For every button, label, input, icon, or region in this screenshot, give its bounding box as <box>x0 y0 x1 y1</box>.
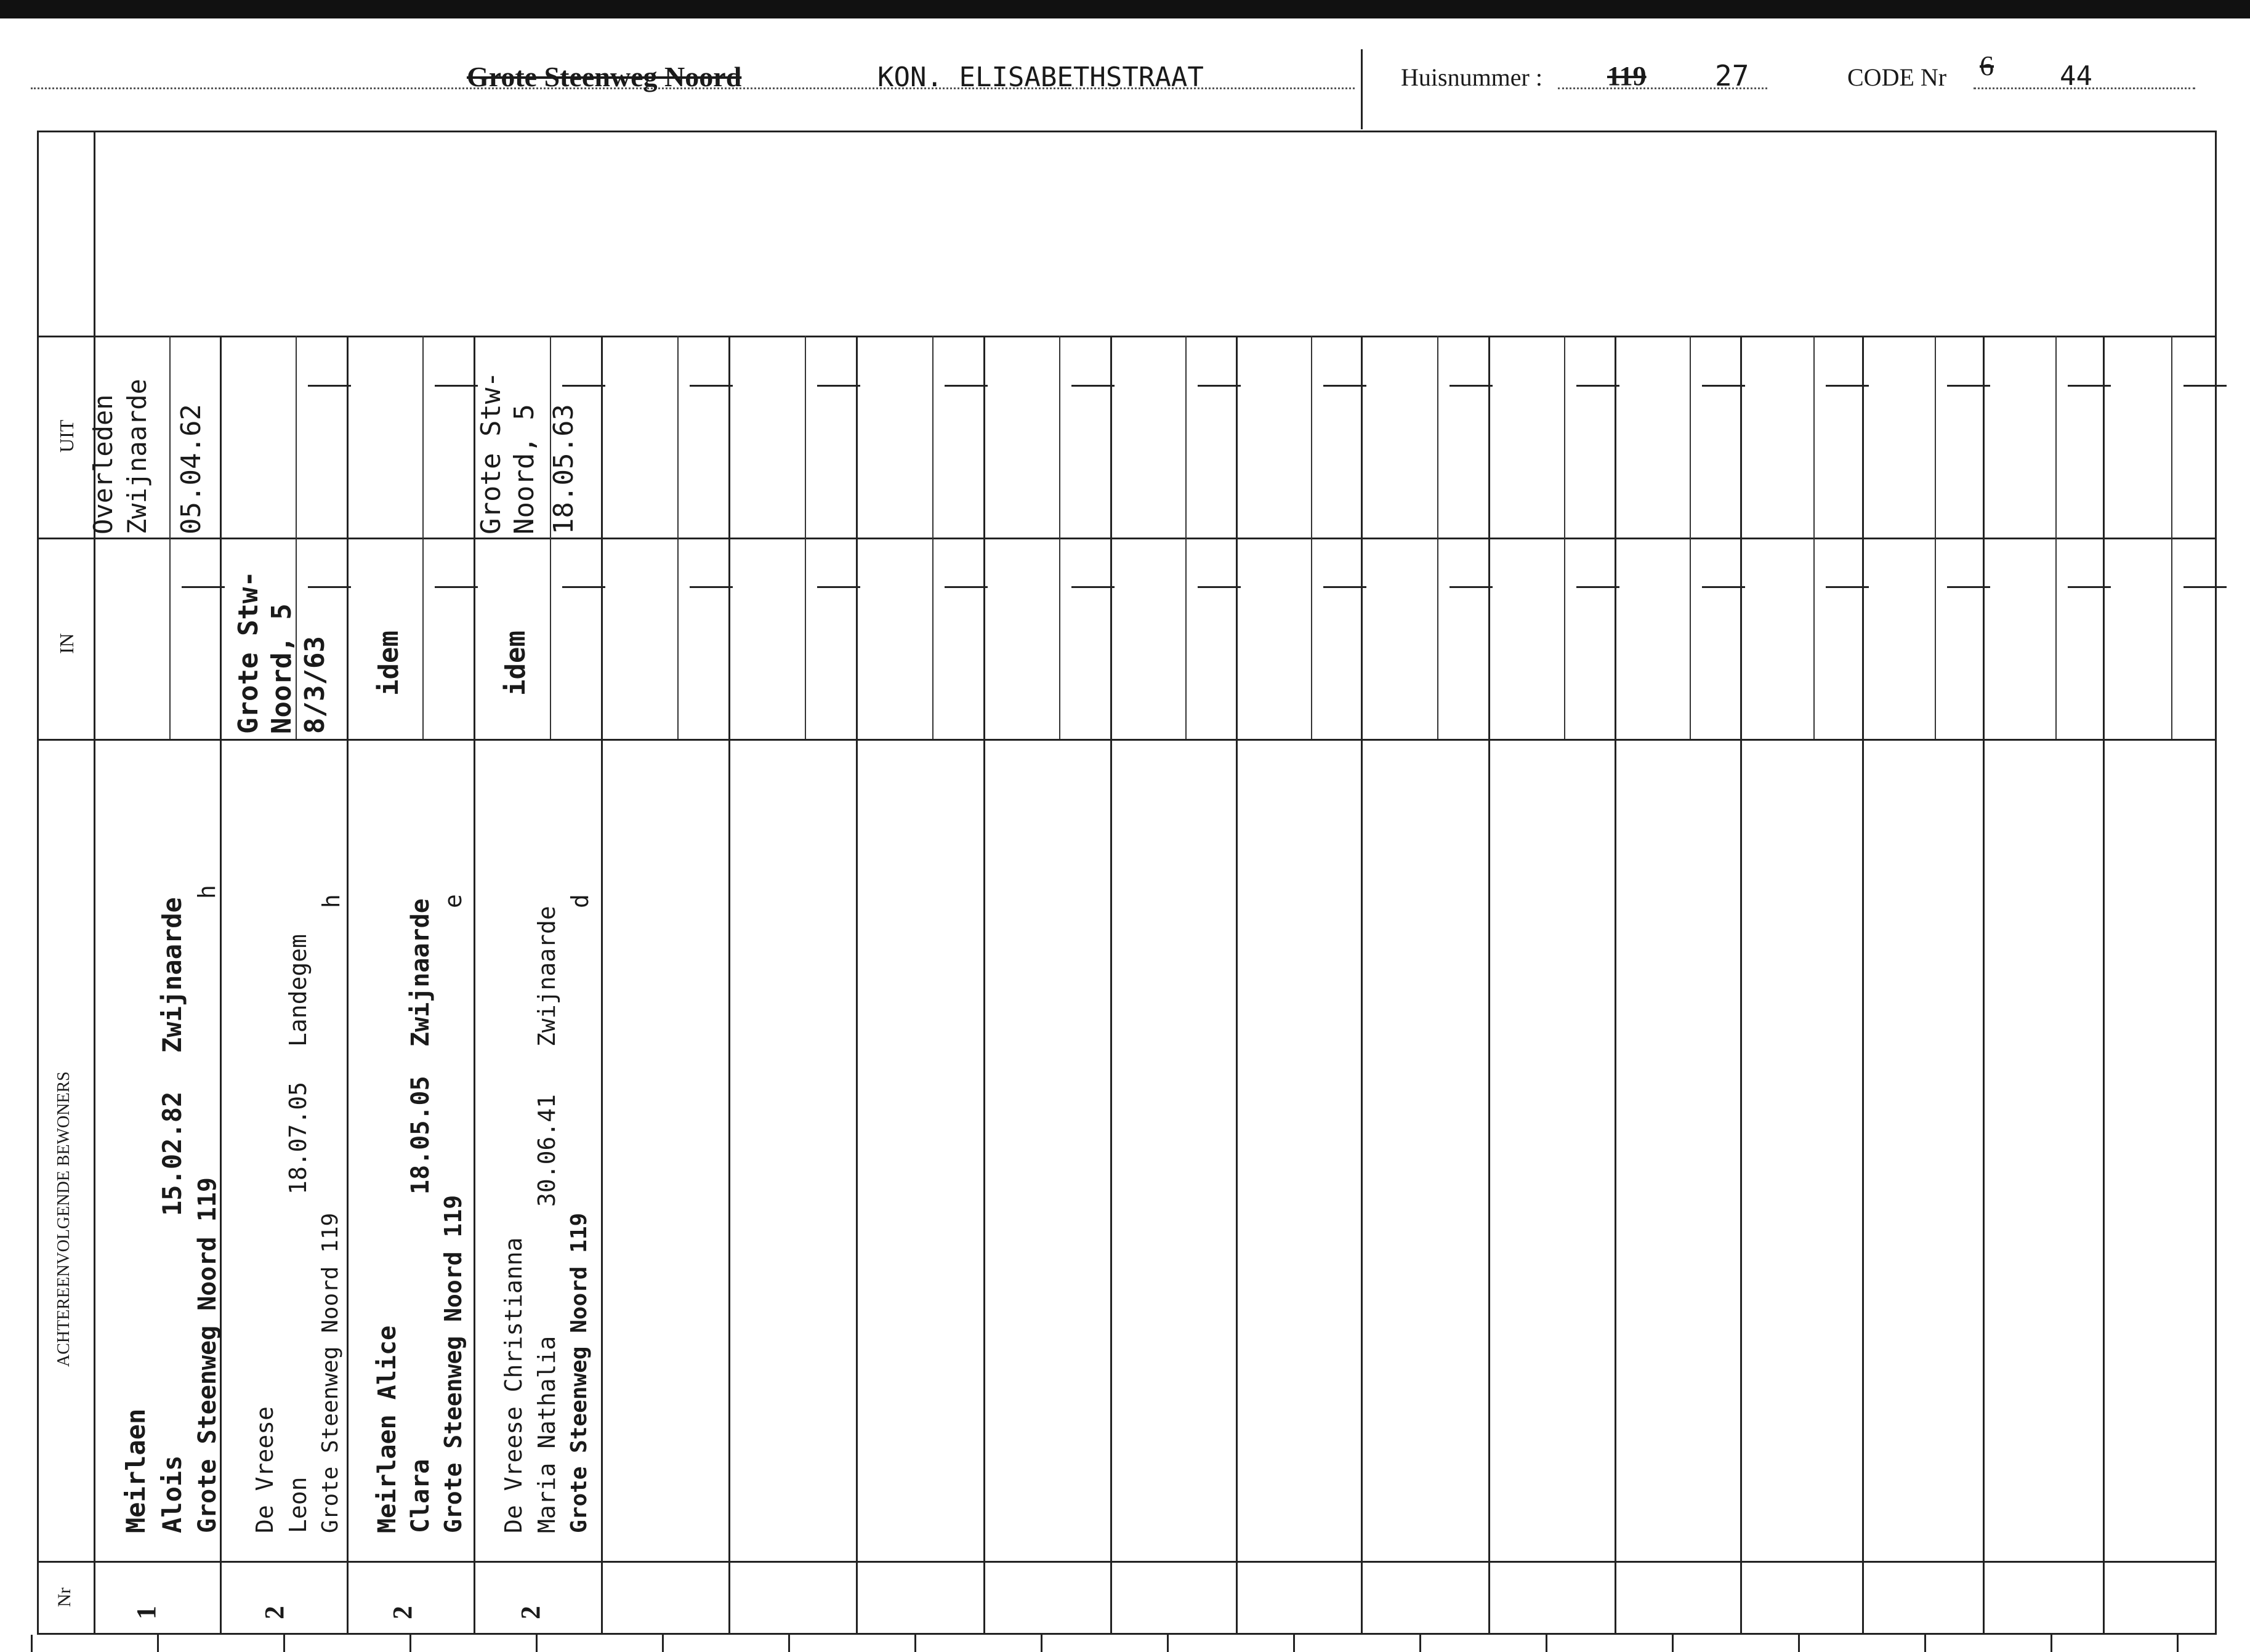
resident-address: Grote Steenweg Noord 119 <box>318 1212 343 1533</box>
empty-cell-dash <box>2068 385 2111 387</box>
bottom-tick <box>1546 1635 1547 1652</box>
empty-cell-dash <box>1323 586 1366 588</box>
sub-column-divider <box>1185 538 1187 739</box>
bottom-tick <box>1419 1635 1421 1652</box>
uit-in-divider <box>37 538 2217 539</box>
sub-column-divider <box>1059 538 1060 739</box>
code-label: CODE Nr <box>1847 63 1947 91</box>
street-struck: Grote Steenweg Noord <box>467 61 742 92</box>
empty-cell-dash <box>945 385 988 387</box>
resident-firstname: Alois <box>157 1455 187 1533</box>
sub-column-divider <box>1690 336 1691 538</box>
empty-cell-dash <box>562 586 605 588</box>
sub-column-divider <box>2055 336 2057 538</box>
bottom-tick <box>1798 1635 1800 1652</box>
sub-column-divider <box>932 336 933 538</box>
empty-cell-dash <box>1947 385 1990 387</box>
resident-birthdate: 18.07.05 <box>284 1081 312 1195</box>
street-name: KON. ELISABETHSTRAAT <box>877 62 1204 93</box>
bottom-tick <box>662 1635 664 1652</box>
in-bewoners-divider <box>37 739 2217 741</box>
empty-cell-dash <box>308 586 351 588</box>
column-divider <box>1361 336 1363 1635</box>
uit-entry-line1: Grote Stw- <box>475 371 507 534</box>
sub-column-divider <box>1311 538 1312 739</box>
empty-cell-dash <box>435 385 478 387</box>
resident-firstname: Maria Nathalia <box>533 1336 560 1533</box>
resident-firstname: Clara <box>406 1459 435 1533</box>
sub-column-divider <box>422 538 424 739</box>
label-column-divider <box>94 131 95 1635</box>
uit-top-divider <box>37 336 2217 337</box>
uit-entry-line3: 18.05.63 <box>548 404 579 534</box>
section-label-uit: UIT <box>55 419 78 453</box>
bottom-tick <box>788 1635 790 1652</box>
sub-column-divider <box>1813 538 1815 739</box>
resident-code: h <box>193 885 220 899</box>
sub-column-divider <box>296 336 297 538</box>
in-entry-line3: 8/3/63 <box>299 636 331 734</box>
in-entry-line2: Noord, 5 <box>266 603 297 734</box>
empty-cell-dash <box>1323 385 1366 387</box>
bottom-tick <box>914 1635 916 1652</box>
bottom-tick <box>1167 1635 1169 1652</box>
uit-entry-line3: 05.04.62 <box>175 404 207 534</box>
table-right-border <box>2215 131 2217 1635</box>
sub-column-divider <box>1437 538 1438 739</box>
empty-cell-dash <box>1702 385 1745 387</box>
resident-code: h <box>318 894 345 908</box>
top-edge-bar <box>0 0 2250 18</box>
header-divider <box>1361 49 1363 129</box>
row-number: 2 <box>259 1606 289 1619</box>
bottom-tick <box>1041 1635 1042 1652</box>
column-divider <box>1236 336 1238 1635</box>
empty-cell-dash <box>182 586 225 588</box>
column-divider <box>1488 336 1490 1635</box>
row-number: 2 <box>515 1606 546 1619</box>
sub-column-divider <box>932 538 933 739</box>
empty-cell-dash <box>1071 385 1115 387</box>
resident-surname: De Vreese <box>251 1406 278 1533</box>
empty-cell-dash <box>817 586 860 588</box>
column-divider <box>1983 336 1985 1635</box>
column-divider <box>601 336 603 1635</box>
resident-birthdate: 18.05.05 <box>406 1076 435 1195</box>
in-entry-line1: idem <box>500 631 531 696</box>
resident-birthdate: 30.06.41 <box>533 1094 560 1207</box>
row-number: 1 <box>131 1606 161 1619</box>
sub-column-divider <box>2055 538 2057 739</box>
section-label-nr: Nr <box>54 1587 75 1607</box>
empty-cell-dash <box>435 586 478 588</box>
bottom-tick <box>283 1635 285 1652</box>
sub-column-divider <box>2171 336 2172 538</box>
sub-column-divider <box>805 538 806 739</box>
section-label-in: IN <box>55 633 78 654</box>
bottom-tick <box>536 1635 538 1652</box>
bottom-tick <box>2177 1635 2179 1652</box>
code-value: 44 <box>2060 60 2092 92</box>
sub-column-divider <box>1311 336 1312 538</box>
empty-cell-dash <box>1450 586 1493 588</box>
resident-birthdate: 15.02.82 <box>157 1091 187 1216</box>
resident-birthplace: Zwijnaarde <box>406 898 435 1047</box>
resident-code: d <box>567 894 594 908</box>
resident-birthplace: Landegem <box>284 933 312 1047</box>
sub-column-divider <box>422 336 424 538</box>
sub-column-divider <box>1185 336 1187 538</box>
bottom-tick <box>409 1635 411 1652</box>
sub-column-divider <box>1564 538 1565 739</box>
bottom-tick <box>1293 1635 1295 1652</box>
uit-entry-line2: Noord, 5 <box>509 404 540 534</box>
sub-column-divider <box>677 336 679 538</box>
empty-cell-dash <box>1826 586 1869 588</box>
empty-cell-dash <box>1198 385 1241 387</box>
resident-birthplace: Zwijnaarde <box>157 897 187 1053</box>
sub-column-divider <box>1564 336 1565 538</box>
resident-surname: De Vreese Christianna <box>500 1237 527 1533</box>
column-divider <box>347 336 349 1635</box>
uit-entry-line2: Zwijnaarde <box>122 379 152 534</box>
sub-column-divider <box>1690 538 1691 739</box>
empty-cell-dash <box>945 586 988 588</box>
resident-surname: Meirlaen Alice <box>373 1325 401 1533</box>
empty-cell-dash <box>1576 586 1619 588</box>
empty-cell-dash <box>308 385 351 387</box>
table-left-border <box>37 131 39 1635</box>
column-divider <box>856 336 858 1635</box>
sub-column-divider <box>1437 336 1438 538</box>
uit-entry-line1: Overleden <box>88 394 118 534</box>
bottom-tick <box>1672 1635 1674 1652</box>
sub-column-divider <box>2171 538 2172 739</box>
column-divider <box>728 336 730 1635</box>
column-divider <box>1110 336 1112 1635</box>
resident-birthplace: Zwijnaarde <box>533 906 560 1047</box>
empty-cell-dash <box>817 385 860 387</box>
sub-column-divider <box>1813 336 1815 538</box>
empty-cell-dash <box>1826 385 1869 387</box>
empty-cell-dash <box>1702 586 1745 588</box>
bottom-tick <box>31 1635 33 1652</box>
sub-column-divider <box>169 538 171 739</box>
column-divider <box>1615 336 1616 1635</box>
code-struck: 6 <box>1980 50 1994 81</box>
empty-cell-dash <box>1947 586 1990 588</box>
empty-cell-dash <box>2183 385 2227 387</box>
sub-column-divider <box>550 538 551 739</box>
resident-address: Grote Steenweg Noord 119 <box>567 1212 592 1533</box>
in-entry-line1: idem <box>373 631 405 696</box>
huisnummer-struck: 119 <box>1607 61 1647 91</box>
empty-cell-dash <box>2068 586 2111 588</box>
sub-column-divider <box>1935 538 1936 739</box>
sub-column-divider <box>1059 336 1060 538</box>
empty-cell-dash <box>1450 385 1493 387</box>
resident-address: Grote Steenweg Noord 119 <box>193 1177 222 1533</box>
column-divider <box>1740 336 1742 1635</box>
table-bottom-border <box>37 1633 2217 1635</box>
sub-column-divider <box>677 538 679 739</box>
bottom-tick <box>1924 1635 1926 1652</box>
empty-cell-dash <box>1576 385 1619 387</box>
section-label-bewoners: ACHTEREENVOLGENDE BEWONERS <box>54 1071 73 1367</box>
sub-column-divider <box>805 336 806 538</box>
row-number: 2 <box>387 1606 417 1619</box>
empty-cell-dash <box>690 586 733 588</box>
bottom-tick <box>157 1635 159 1652</box>
empty-cell-dash <box>1071 586 1115 588</box>
resident-firstname: Leon <box>284 1477 312 1533</box>
column-divider <box>2103 336 2105 1635</box>
table-top-border <box>37 131 2217 132</box>
huisnummer-value: 27 <box>1715 59 1749 92</box>
empty-cell-dash <box>562 385 605 387</box>
bottom-tick <box>2050 1635 2052 1652</box>
resident-code: e <box>440 894 467 908</box>
bewoners-nr-divider <box>37 1561 2217 1563</box>
in-entry-line1: Grote Stw- <box>233 571 264 734</box>
column-divider <box>983 336 985 1635</box>
empty-cell-dash <box>690 385 733 387</box>
empty-cell-dash <box>2183 586 2227 588</box>
resident-address: Grote Steenweg Noord 119 <box>440 1195 467 1533</box>
sub-column-divider <box>1935 336 1936 538</box>
huisnummer-label: Huisnummer : <box>1401 63 1542 91</box>
resident-surname: Meirlaen <box>121 1408 151 1533</box>
column-divider <box>1862 336 1864 1635</box>
empty-cell-dash <box>1198 586 1241 588</box>
sub-column-divider <box>169 336 171 538</box>
